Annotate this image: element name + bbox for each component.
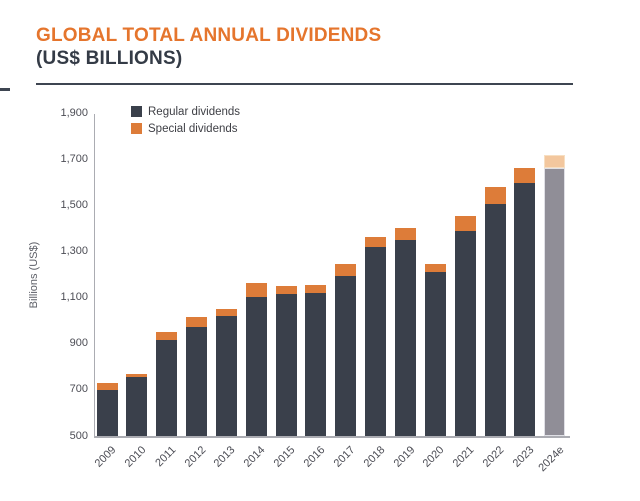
legend-item-special bbox=[131, 121, 240, 136]
bar-2015-regular bbox=[276, 294, 297, 436]
legend-label: Special dividends bbox=[148, 122, 238, 135]
bar-2014-special bbox=[246, 283, 267, 297]
bar-2024e-regular bbox=[544, 168, 565, 436]
bar-2017-special bbox=[335, 264, 356, 276]
bar-2009-special bbox=[97, 383, 118, 390]
x-axis-label-2012: 2012 bbox=[182, 444, 209, 470]
bar-2023-special bbox=[514, 168, 535, 183]
page-edge-mark bbox=[0, 88, 10, 91]
bar-2016-special bbox=[305, 285, 326, 293]
y-tick-label: 900 bbox=[69, 337, 88, 350]
bar-2023-regular bbox=[514, 183, 535, 436]
bar-2013-special bbox=[216, 309, 237, 316]
bar-2020-regular bbox=[425, 272, 446, 436]
y-tick-label: 700 bbox=[69, 383, 88, 396]
x-axis-label-2014: 2014 bbox=[241, 444, 268, 470]
page-title: GLOBAL TOTAL ANNUAL DIVIDENDS bbox=[36, 25, 382, 46]
bar-2017-regular bbox=[335, 276, 356, 436]
x-axis-label-2023: 2023 bbox=[510, 444, 537, 470]
x-axis-label-2009: 2009 bbox=[92, 444, 119, 470]
bar-2021-special bbox=[455, 216, 476, 231]
y-tick-label: 1,500 bbox=[60, 199, 88, 212]
y-axis-line bbox=[94, 114, 95, 437]
x-axis-label-2017: 2017 bbox=[331, 444, 358, 470]
bar-2021-regular bbox=[455, 231, 476, 436]
x-axis-label-2016: 2016 bbox=[301, 444, 328, 470]
legend bbox=[131, 104, 240, 138]
bar-2012-regular bbox=[186, 327, 207, 436]
title-divider bbox=[36, 83, 573, 85]
x-axis-label-2024e: 2024e bbox=[536, 444, 567, 475]
bar-2016-regular bbox=[305, 293, 326, 436]
x-axis-label-2010: 2010 bbox=[122, 444, 149, 470]
bar-2018-regular bbox=[365, 247, 386, 436]
bar-2020-special bbox=[425, 264, 446, 272]
x-axis-label-2020: 2020 bbox=[421, 444, 447, 470]
x-axis-label-2015: 2015 bbox=[271, 444, 298, 470]
bar-2010-special bbox=[126, 374, 147, 377]
bar-2018-special bbox=[365, 237, 386, 247]
x-axis-line bbox=[94, 436, 571, 438]
y-tick-label: 500 bbox=[69, 429, 88, 442]
x-axis-label-2018: 2018 bbox=[361, 444, 388, 470]
legend-item-regular bbox=[131, 104, 240, 119]
chart-header bbox=[36, 24, 381, 70]
y-tick-label: 1,700 bbox=[60, 153, 88, 166]
bar-2022-regular bbox=[485, 204, 506, 436]
bar-2024e-special bbox=[544, 155, 565, 168]
bar-2015-special bbox=[276, 286, 297, 294]
bar-2011-special bbox=[156, 332, 177, 340]
bar-2019-special bbox=[395, 228, 416, 241]
bar-2011-regular bbox=[156, 340, 177, 436]
x-axis-label-2021: 2021 bbox=[450, 444, 477, 470]
y-tick-label: 1,900 bbox=[60, 107, 88, 119]
bar-2019-regular bbox=[395, 240, 416, 436]
y-tick-label: 1,300 bbox=[60, 245, 88, 258]
y-axis-title: Billions (US$) bbox=[28, 241, 40, 309]
bar-2012-special bbox=[186, 317, 207, 326]
legend-label: Regular dividends bbox=[148, 105, 241, 118]
bar-2013-regular bbox=[216, 316, 237, 436]
page-subtitle: (US$ BILLIONS) bbox=[36, 48, 183, 69]
y-tick-label: 1,100 bbox=[60, 291, 88, 304]
x-axis-label-2011: 2011 bbox=[152, 444, 179, 470]
special-dividends-swatch-icon bbox=[131, 123, 142, 134]
regular-dividends-swatch-icon bbox=[131, 106, 142, 117]
bar-2014-regular bbox=[246, 297, 267, 436]
bar-2009-regular bbox=[97, 390, 118, 436]
bar-2022-special bbox=[485, 187, 506, 204]
x-axis-label-2022: 2022 bbox=[480, 444, 507, 470]
x-axis-label-2019: 2019 bbox=[391, 444, 417, 470]
x-axis-label-2013: 2013 bbox=[212, 444, 238, 470]
bar-2010-regular bbox=[126, 377, 147, 436]
